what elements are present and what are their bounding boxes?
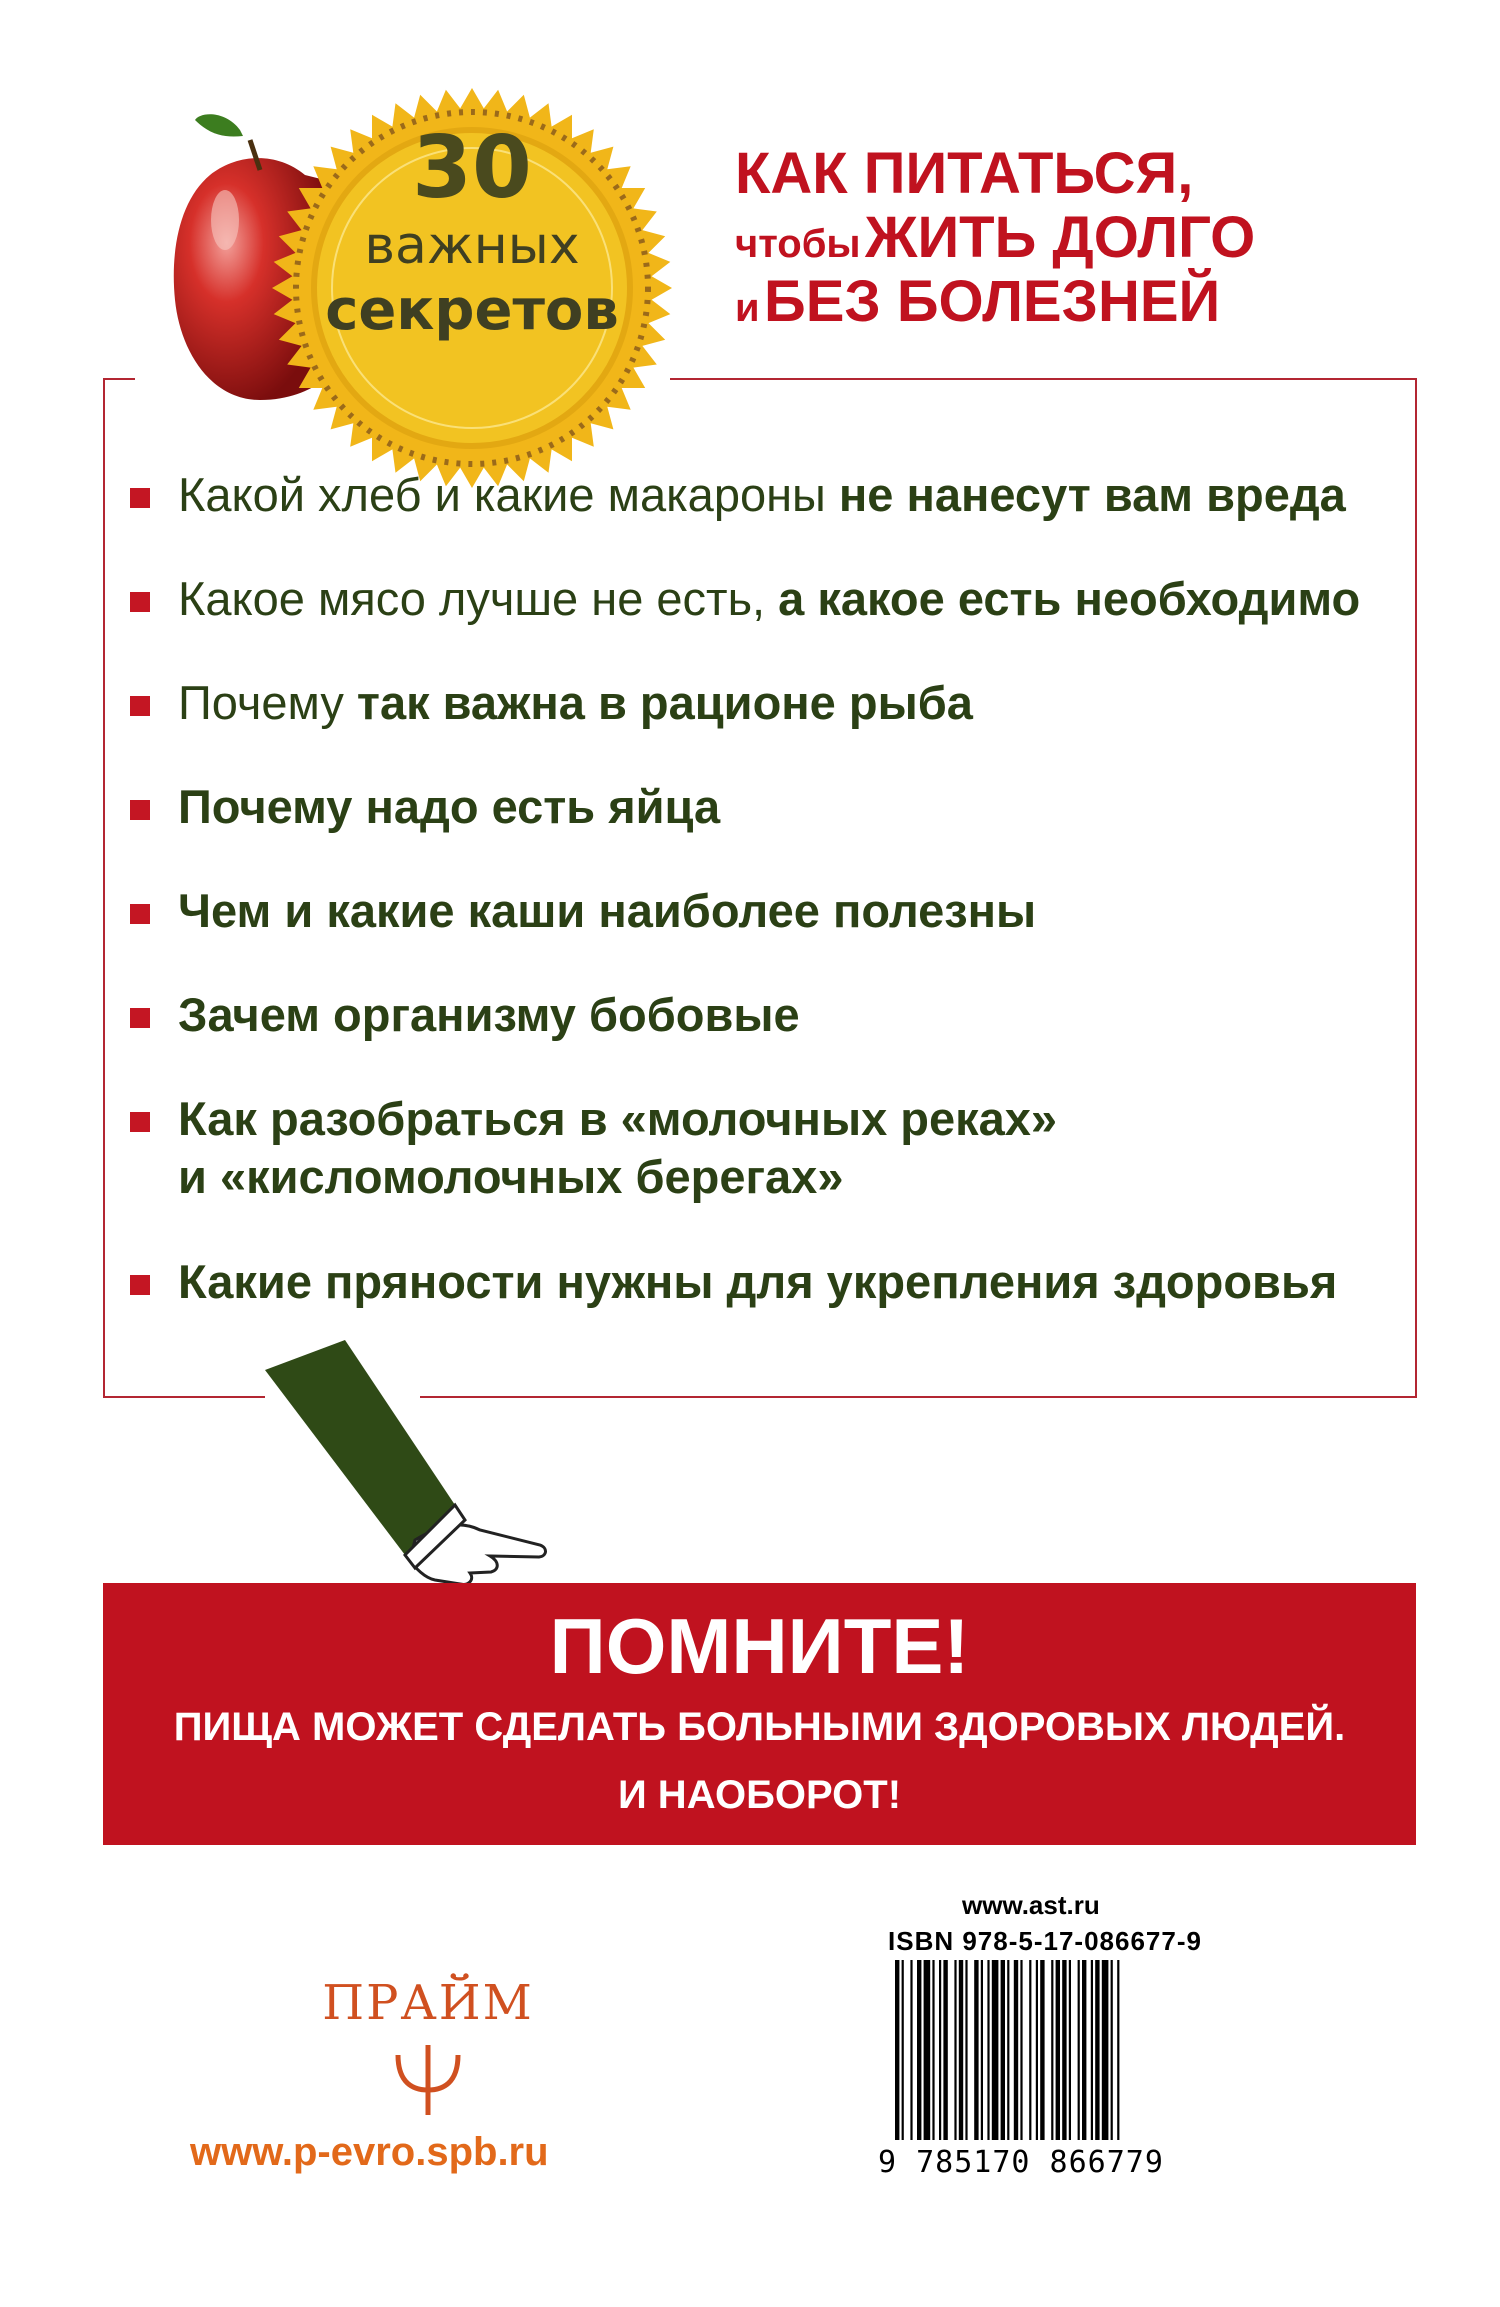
- banner-line1: ПИЩА МОЖЕТ СДЕЛАТЬ БОЛЬНЫМИ ЗДОРОВЫХ ЛЮДЕЙ.: [173, 1705, 1346, 1749]
- bullet-icon: [130, 488, 150, 508]
- bullet-icon: [130, 1112, 150, 1132]
- book-title: [735, 142, 1455, 333]
- badge-number: 30: [412, 118, 532, 218]
- banner-title: ПОМНИТЕ!: [549, 1602, 970, 1690]
- list-item: Чем и какие каши наиболее полезны: [178, 884, 1037, 937]
- title-line1: КАК ПИТАТЬСЯ,: [735, 141, 1194, 206]
- title-line2-small: чтобы: [735, 221, 861, 266]
- list-item: Какие пряности нужны для укрепления здоровья: [178, 1255, 1338, 1308]
- list-item: Почему надо есть яйца: [178, 780, 721, 833]
- frame-border-bottom-right: [420, 1396, 1417, 1398]
- bullet-icon: [130, 800, 150, 820]
- frame-border-top-right: [670, 378, 1417, 380]
- pointing-hand-icon: [265, 1340, 550, 1590]
- barcode-icon: [895, 1960, 1185, 2140]
- list-item: Какой хлеб и какие макароны не нанесут вам вреда: [178, 468, 1346, 521]
- frame-border-right: [1415, 378, 1417, 1398]
- publisher-name: ПРАЙМ: [322, 1975, 534, 2031]
- bullet-icon: [130, 1008, 150, 1028]
- bullet-icon: [130, 696, 150, 716]
- frame-border-bottom-left: [103, 1396, 265, 1398]
- psi-icon: [318, 1975, 538, 2115]
- ast-url[interactable]: www.ast.ru: [962, 1890, 1100, 1920]
- publisher-url[interactable]: www.p-evro.spb.ru: [190, 2130, 549, 2174]
- badge-line1: важных: [364, 216, 580, 276]
- list-item: Какое мясо лучше не есть, а какое есть необходимо: [178, 572, 1361, 625]
- title-line3-big: БЕЗ БОЛЕЗНЕЙ: [764, 268, 1221, 334]
- title-line2-big: ЖИТЬ ДОЛГО: [865, 204, 1256, 270]
- bullet-icon: [130, 592, 150, 612]
- list-item: Почему так важна в рационе рыба: [178, 676, 973, 729]
- banner-line2: И НАОБОРОТ!: [617, 1773, 902, 1817]
- secrets-badge: [262, 88, 682, 508]
- frame-border-top-left: [103, 378, 135, 380]
- bullet-icon: [130, 1275, 150, 1295]
- bullet-icon: [130, 904, 150, 924]
- badge-line2: секретов: [325, 278, 619, 343]
- title-line3-small: и: [735, 285, 760, 330]
- publisher-logo: [318, 1975, 538, 2115]
- list-item: Как разобраться в «молочных реках» и «кисломолочных берегах»: [178, 1092, 1058, 1203]
- barcode-digits: 9 785170 866779: [878, 2145, 1164, 2180]
- isbn-number: ISBN 978-5-17-086677-9: [888, 1926, 1202, 1956]
- list-item: Зачем организму бобовые: [178, 988, 800, 1041]
- remember-banner: [103, 1583, 1416, 1845]
- frame-border-left: [103, 378, 105, 1398]
